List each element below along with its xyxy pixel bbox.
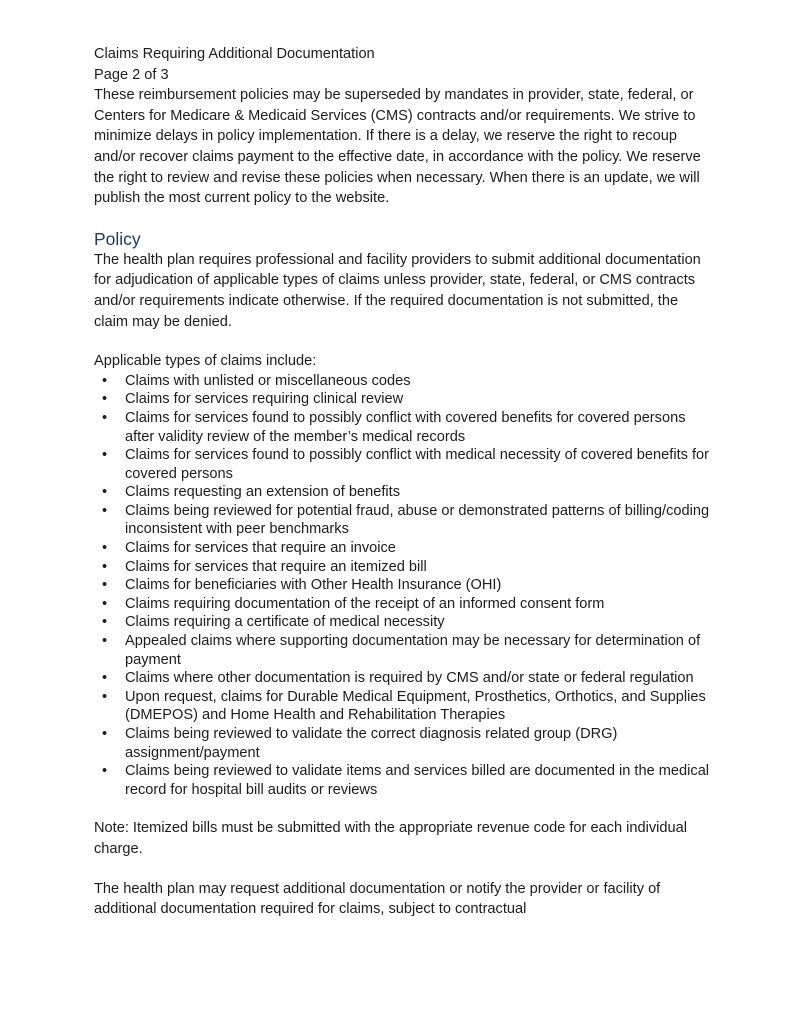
intro-paragraph: These reimbursement policies may be superseded by mandates in provider, state, federal, or Centers for Medicare & Medicaid Services (CMS) contracts and/or requirements. We strive to minimize delays in policy implementation. If there is a delay, we reserve the right to recoup and/or recover claims payment to the effective date, in accordance with the policy. We reserve the right to review and revise these policies when necessary. When there is an update, we will publish the most current policy to the website. bbox=[94, 87, 701, 207]
bullet-icon: • bbox=[102, 540, 108, 557]
list-item-text: Claims for services found to possibly conflict with medical necessity of covered benefits for covered persons bbox=[125, 447, 709, 482]
list-item bbox=[94, 558, 714, 577]
list-item-text: Claims being reviewed to validate items and services billed are documented in the medical record for hospital bill audits or reviews bbox=[125, 763, 710, 798]
bullet-icon: • bbox=[102, 633, 108, 650]
list-item-text: Claims being reviewed for potential fraud, abuse or demonstrated patterns of billing/coding inconsistent with peer benchmarks bbox=[125, 502, 710, 538]
bullet-icon: • bbox=[102, 763, 108, 780]
list-item-text: Claims for services requiring clinical review bbox=[125, 391, 404, 408]
page-indicator: Page 2 of 3 bbox=[94, 66, 169, 83]
bullet-icon: • bbox=[102, 391, 108, 408]
bullet-icon: • bbox=[102, 688, 108, 705]
list-item bbox=[94, 372, 714, 391]
list-item-text: Claims for services that require an itemized bill bbox=[125, 558, 427, 575]
list-item bbox=[94, 632, 714, 669]
policy-heading: Policy bbox=[94, 228, 141, 249]
final-paragraph: The health plan may request additional documentation or notify the provider or facility of additional documentation required for claims, subject to contractual bbox=[94, 880, 661, 918]
list-item bbox=[94, 390, 714, 409]
list-item bbox=[94, 688, 714, 725]
list-item-text: Claims with unlisted or miscellaneous codes bbox=[125, 372, 411, 389]
list-item-text: Claims being reviewed to validate the correct diagnosis related group (DRG) assignment/payment bbox=[125, 726, 618, 761]
list-item-text: Claims requiring a certificate of medical necessity bbox=[125, 614, 445, 631]
bullet-icon: • bbox=[102, 372, 108, 389]
list-item bbox=[94, 446, 714, 483]
bullet-icon: • bbox=[102, 447, 108, 464]
list-item bbox=[94, 613, 714, 632]
list-item-text: Upon request, claims for Durable Medical Equipment, Prosthetics, Orthotics, and Supplies (DMEPOS) and Home Health and Rehabilitation Therapies bbox=[125, 688, 706, 724]
list-item-text: Claims for beneficiaries with Other Health Insurance (OHI) bbox=[125, 577, 502, 594]
bullet-icon: • bbox=[102, 502, 108, 519]
document-page bbox=[94, 44, 714, 920]
list-item bbox=[94, 576, 714, 595]
policy-paragraph: The health plan requires professional and facility providers to submit additional documentation for adjudication of applicable types of claims unless provider, state, federal, or CMS contracts and/or requirements indicate otherwise. If the required documentation is not submitted, the claim may be denied. bbox=[94, 251, 701, 330]
list-item bbox=[94, 483, 714, 502]
claims-list-heading: Applicable types of claims include: bbox=[94, 353, 317, 370]
bullet-icon: • bbox=[102, 484, 108, 501]
list-item-text: Claims requesting an extension of benefits bbox=[125, 484, 401, 501]
bullet-icon: • bbox=[102, 726, 108, 742]
bullet-icon: • bbox=[102, 577, 108, 594]
list-item bbox=[94, 539, 714, 558]
itemized-bill-note: Note: Itemized bills must be submitted with the appropriate revenue code for each individual charge. bbox=[94, 820, 687, 857]
document-title: Claims Requiring Additional Documentation bbox=[94, 46, 375, 62]
claims-list bbox=[94, 372, 714, 800]
list-item bbox=[94, 669, 714, 688]
bullet-icon: • bbox=[102, 670, 108, 687]
list-item bbox=[94, 409, 714, 446]
list-item-text: Claims requiring documentation of the receipt of an informed consent form bbox=[125, 595, 605, 612]
list-item bbox=[94, 762, 714, 799]
bullet-icon: • bbox=[102, 558, 108, 575]
list-item-text: Claims for services found to possibly conflict with covered benefits for covered persons after validity review of the member’s medical records bbox=[125, 409, 686, 445]
list-item-text: Claims where other documentation is required by CMS and/or state or federal regulation bbox=[125, 670, 694, 687]
list-item bbox=[94, 595, 714, 614]
list-item-text: Appealed claims where supporting documentation may be necessary for determination of payment bbox=[125, 633, 701, 668]
bullet-icon: • bbox=[102, 614, 108, 631]
list-item-text: Claims for services that require an invoice bbox=[125, 540, 396, 557]
list-item bbox=[94, 502, 714, 539]
bullet-icon: • bbox=[102, 409, 108, 426]
list-item bbox=[94, 725, 714, 762]
bullet-icon: • bbox=[102, 595, 108, 612]
